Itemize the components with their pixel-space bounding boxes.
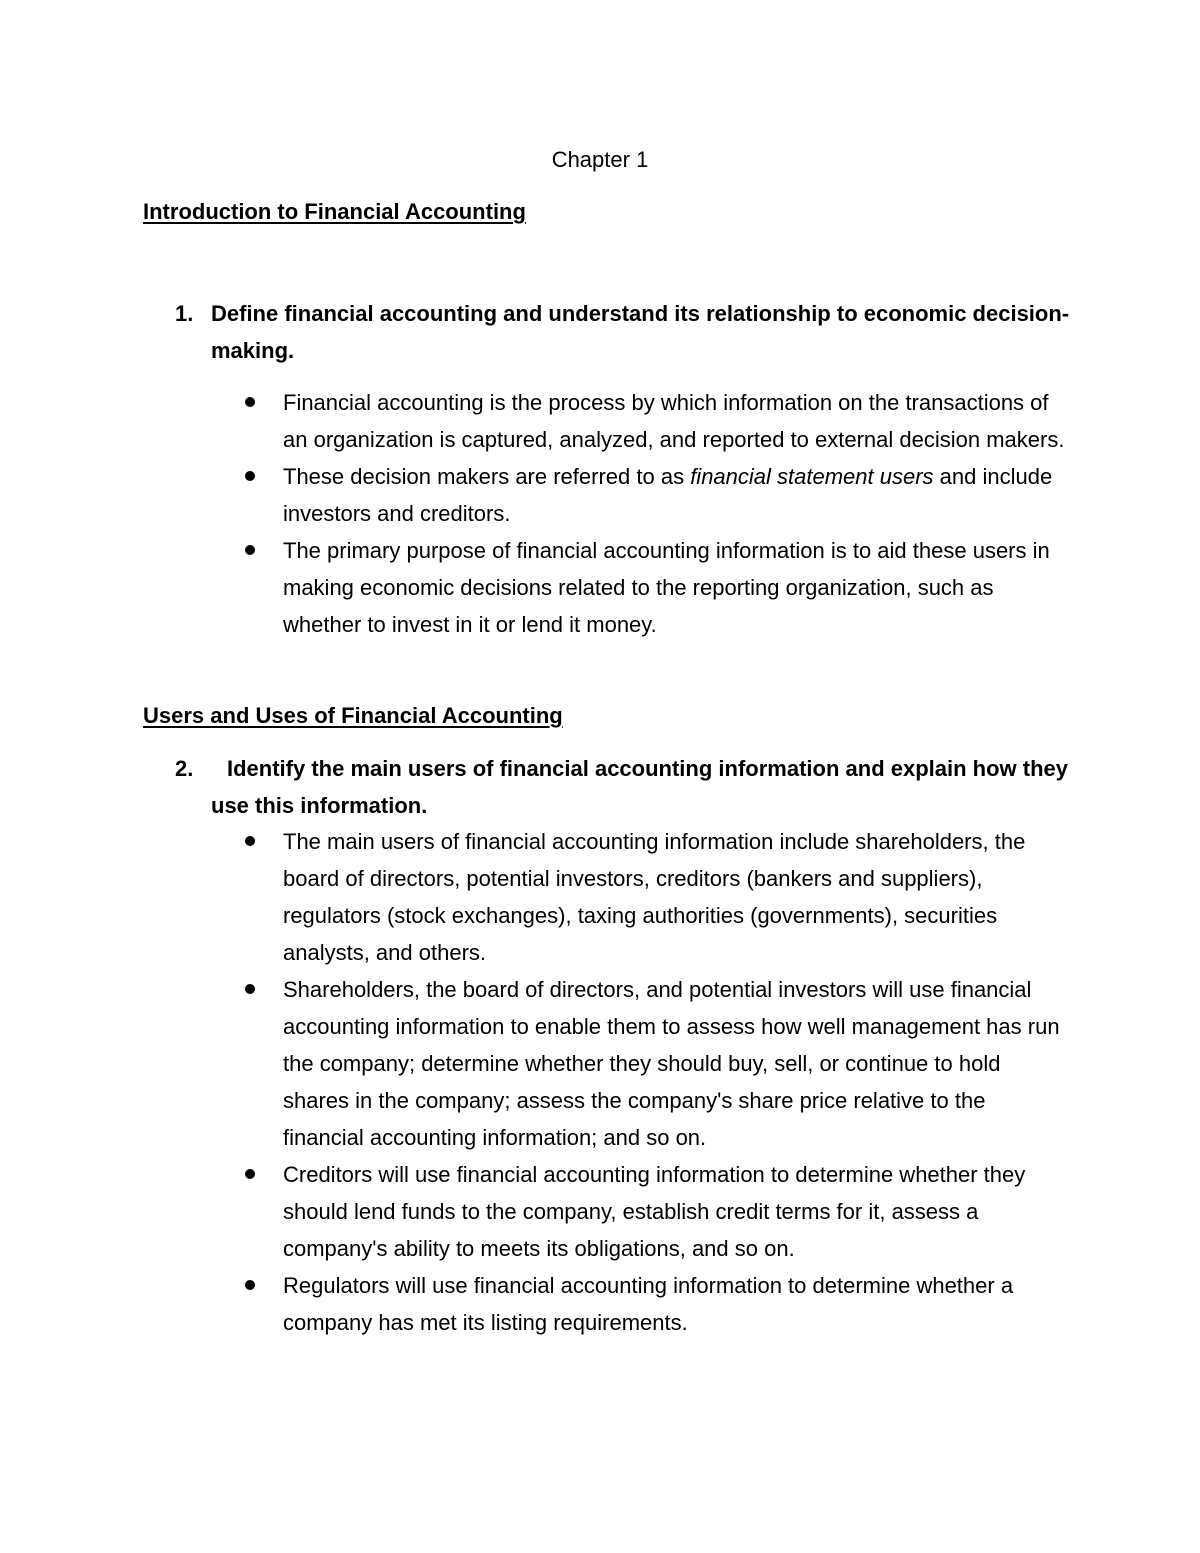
bullet-text: The primary purpose of financial accounting information is to aid these users in making economic decisions related to the reporting organization, such as whether to invest in it or lend it money.: [283, 538, 1050, 637]
bullet-text-before: These decision makers are referred to as: [283, 464, 691, 489]
bullet-icon: [245, 397, 255, 407]
bullet-text: Shareholders, the board of directors, and potential investors will use financial accounting information to enable them to assess how well management has run the company; determine whether they should buy, sell, or continue to hold shares in the company; assess the company's share price relative to the financial accounting information; and so on.: [283, 977, 1060, 1150]
list-item: [241, 458, 1071, 532]
bullet-icon: [245, 984, 255, 994]
bullet-icon: [245, 1169, 255, 1179]
list-item: [241, 384, 1071, 458]
bullet-text: The main users of financial accounting information include shareholders, the board of directors, potential investors, creditors (bankers and suppliers), regulators (stock exchanges), taxing authorities (governments), securities analysts, and others.: [283, 829, 1026, 965]
list-item: [241, 823, 1071, 971]
list-item: [241, 532, 1071, 643]
list-item: [241, 971, 1071, 1156]
objective-1-bullet-list: [241, 384, 1071, 643]
bullet-text-after: and include investors and creditors.: [283, 464, 1053, 526]
bullet-text: Financial accounting is the process by which information on the transactions of an organization is captured, analyzed, and reported to external decision makers.: [283, 390, 1065, 452]
objective-2-bullet-list: [241, 823, 1071, 1341]
list-item: [241, 1156, 1071, 1267]
list-item: [241, 1267, 1071, 1341]
bullet-icon: [245, 471, 255, 481]
section-heading-introduction: Introduction to Financial Accounting: [143, 199, 526, 224]
section-heading-users-and-uses: Users and Uses of Financial Accounting: [143, 703, 563, 728]
bullet-text: Creditors will use financial accounting information to determine whether they should lend funds to the company, establish credit terms for it, assess a company's ability to meets its obligations, and so on.: [283, 1162, 1026, 1261]
objective-number-2: 2.: [175, 756, 194, 781]
objective-number-1: 1.: [175, 301, 194, 326]
objective-title-1: Define financial accounting and understand its relationship to economic decision-making.: [211, 301, 1070, 363]
chapter-title: Chapter 1: [551, 147, 649, 172]
bullet-icon: [245, 1280, 255, 1290]
bullet-text: Regulators will use financial accounting information to determine whether a company has met its listing requirements.: [283, 1273, 1014, 1335]
bullet-text-emphasis: financial statement users: [690, 464, 934, 489]
bullet-icon: [245, 836, 255, 846]
bullet-icon: [245, 545, 255, 555]
objective-title-2: Identify the main users of financial accounting information and explain how they use this information.: [211, 756, 1068, 818]
